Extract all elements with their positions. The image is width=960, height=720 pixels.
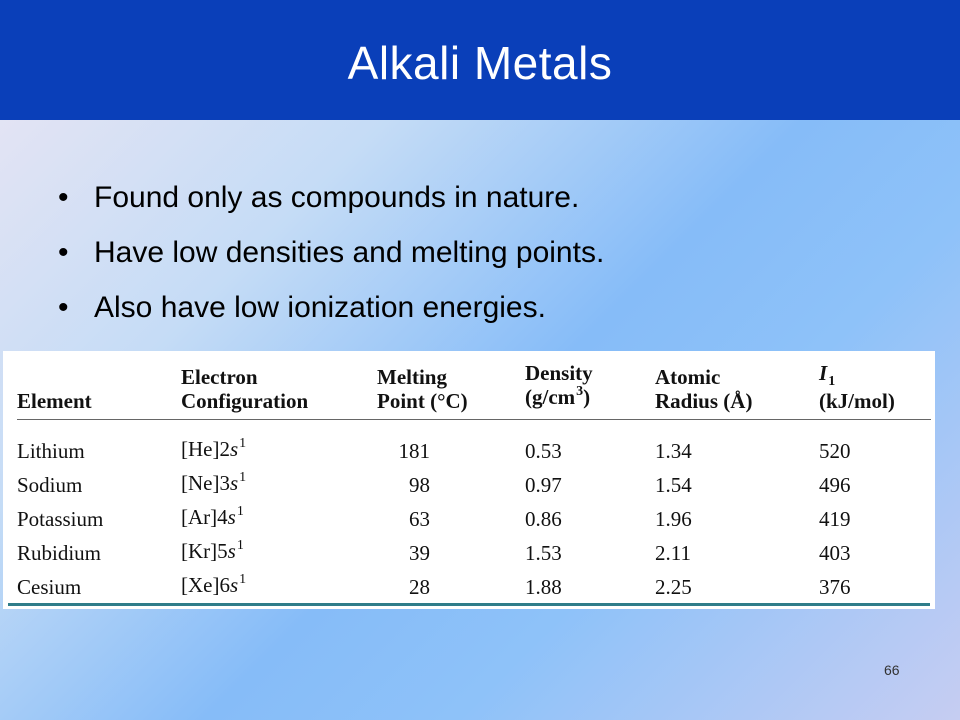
cell-density: 1.53 [525,540,562,565]
bullet-text: Found only as compounds in nature. [94,181,580,214]
table-header-row [17,361,931,420]
cell-ionization-energy: 520 [819,438,851,463]
bullet-item [58,170,604,225]
slide-title: Alkali Metals [347,37,613,89]
cell-configuration: $[Ne]3s^1$ [181,470,247,495]
cell-ionization-energy: 419 [819,506,851,531]
bullet-item [58,280,604,335]
bullet-list [58,170,604,335]
header-atomic-radius: Atomic Radius (Å) [655,361,819,420]
cell-ionization-energy: 403 [819,540,851,565]
cell-density: 0.86 [525,506,562,531]
table-row [17,502,931,536]
cell-element: Rubidium [17,540,102,565]
cell-melting-point: 181 [398,438,430,463]
cell-element: Sodium [17,472,83,497]
cell-configuration: $[Ar]4s^1$ [181,504,244,529]
cell-atomic-radius: 1.96 [655,506,692,531]
cell-melting-point: 28 [409,574,430,599]
cell-ionization-energy: 496 [819,472,851,497]
bullet-marker: • [58,291,69,324]
cell-melting-point: 98 [409,472,430,497]
cell-element: Lithium [17,438,85,463]
alkali-metals-table-panel [3,351,935,609]
bullet-marker: • [58,181,69,214]
cell-configuration: $[Xe]6s^1$ [181,572,247,597]
table-row [17,570,931,616]
title-bar [0,0,960,120]
cell-melting-point: 63 [409,506,430,531]
header-element: Element [17,361,181,420]
bullet-text: Have low densities and melting points. [94,236,605,269]
header-ionization-energy: $I_1$ (kJ/mol) [819,361,931,420]
bullet-marker: • [58,236,69,269]
cell-atomic-radius: 2.25 [655,574,692,599]
table-row [17,536,931,570]
page-number: 66 [884,662,900,678]
table-row [17,468,931,502]
cell-density: 0.97 [525,472,562,497]
cell-element: Cesium [17,574,82,599]
cell-atomic-radius: 1.34 [655,438,692,463]
header-melting-point: Melting Point (°C) [377,361,525,420]
cell-configuration: $[Kr]5s^1$ [181,538,244,563]
cell-atomic-radius: 2.11 [655,540,691,565]
header-electron-configuration: Electron Configuration [181,361,377,420]
cell-ionization-energy: 376 [819,574,851,599]
header-density: Density $(g/cm^3)$ [525,361,655,420]
cell-density: 1.88 [525,574,562,599]
table-row [17,420,931,469]
alkali-metals-table [17,361,931,616]
cell-configuration: $[He]2s^1$ [181,436,247,461]
cell-atomic-radius: 1.54 [655,472,692,497]
cell-density: 0.53 [525,438,562,463]
cell-melting-point: 39 [409,540,430,565]
table-bottom-rule [8,603,930,606]
bullet-item [58,225,604,280]
cell-element: Potassium [17,506,104,531]
bullet-text: Also have low ionization energies. [94,291,546,324]
